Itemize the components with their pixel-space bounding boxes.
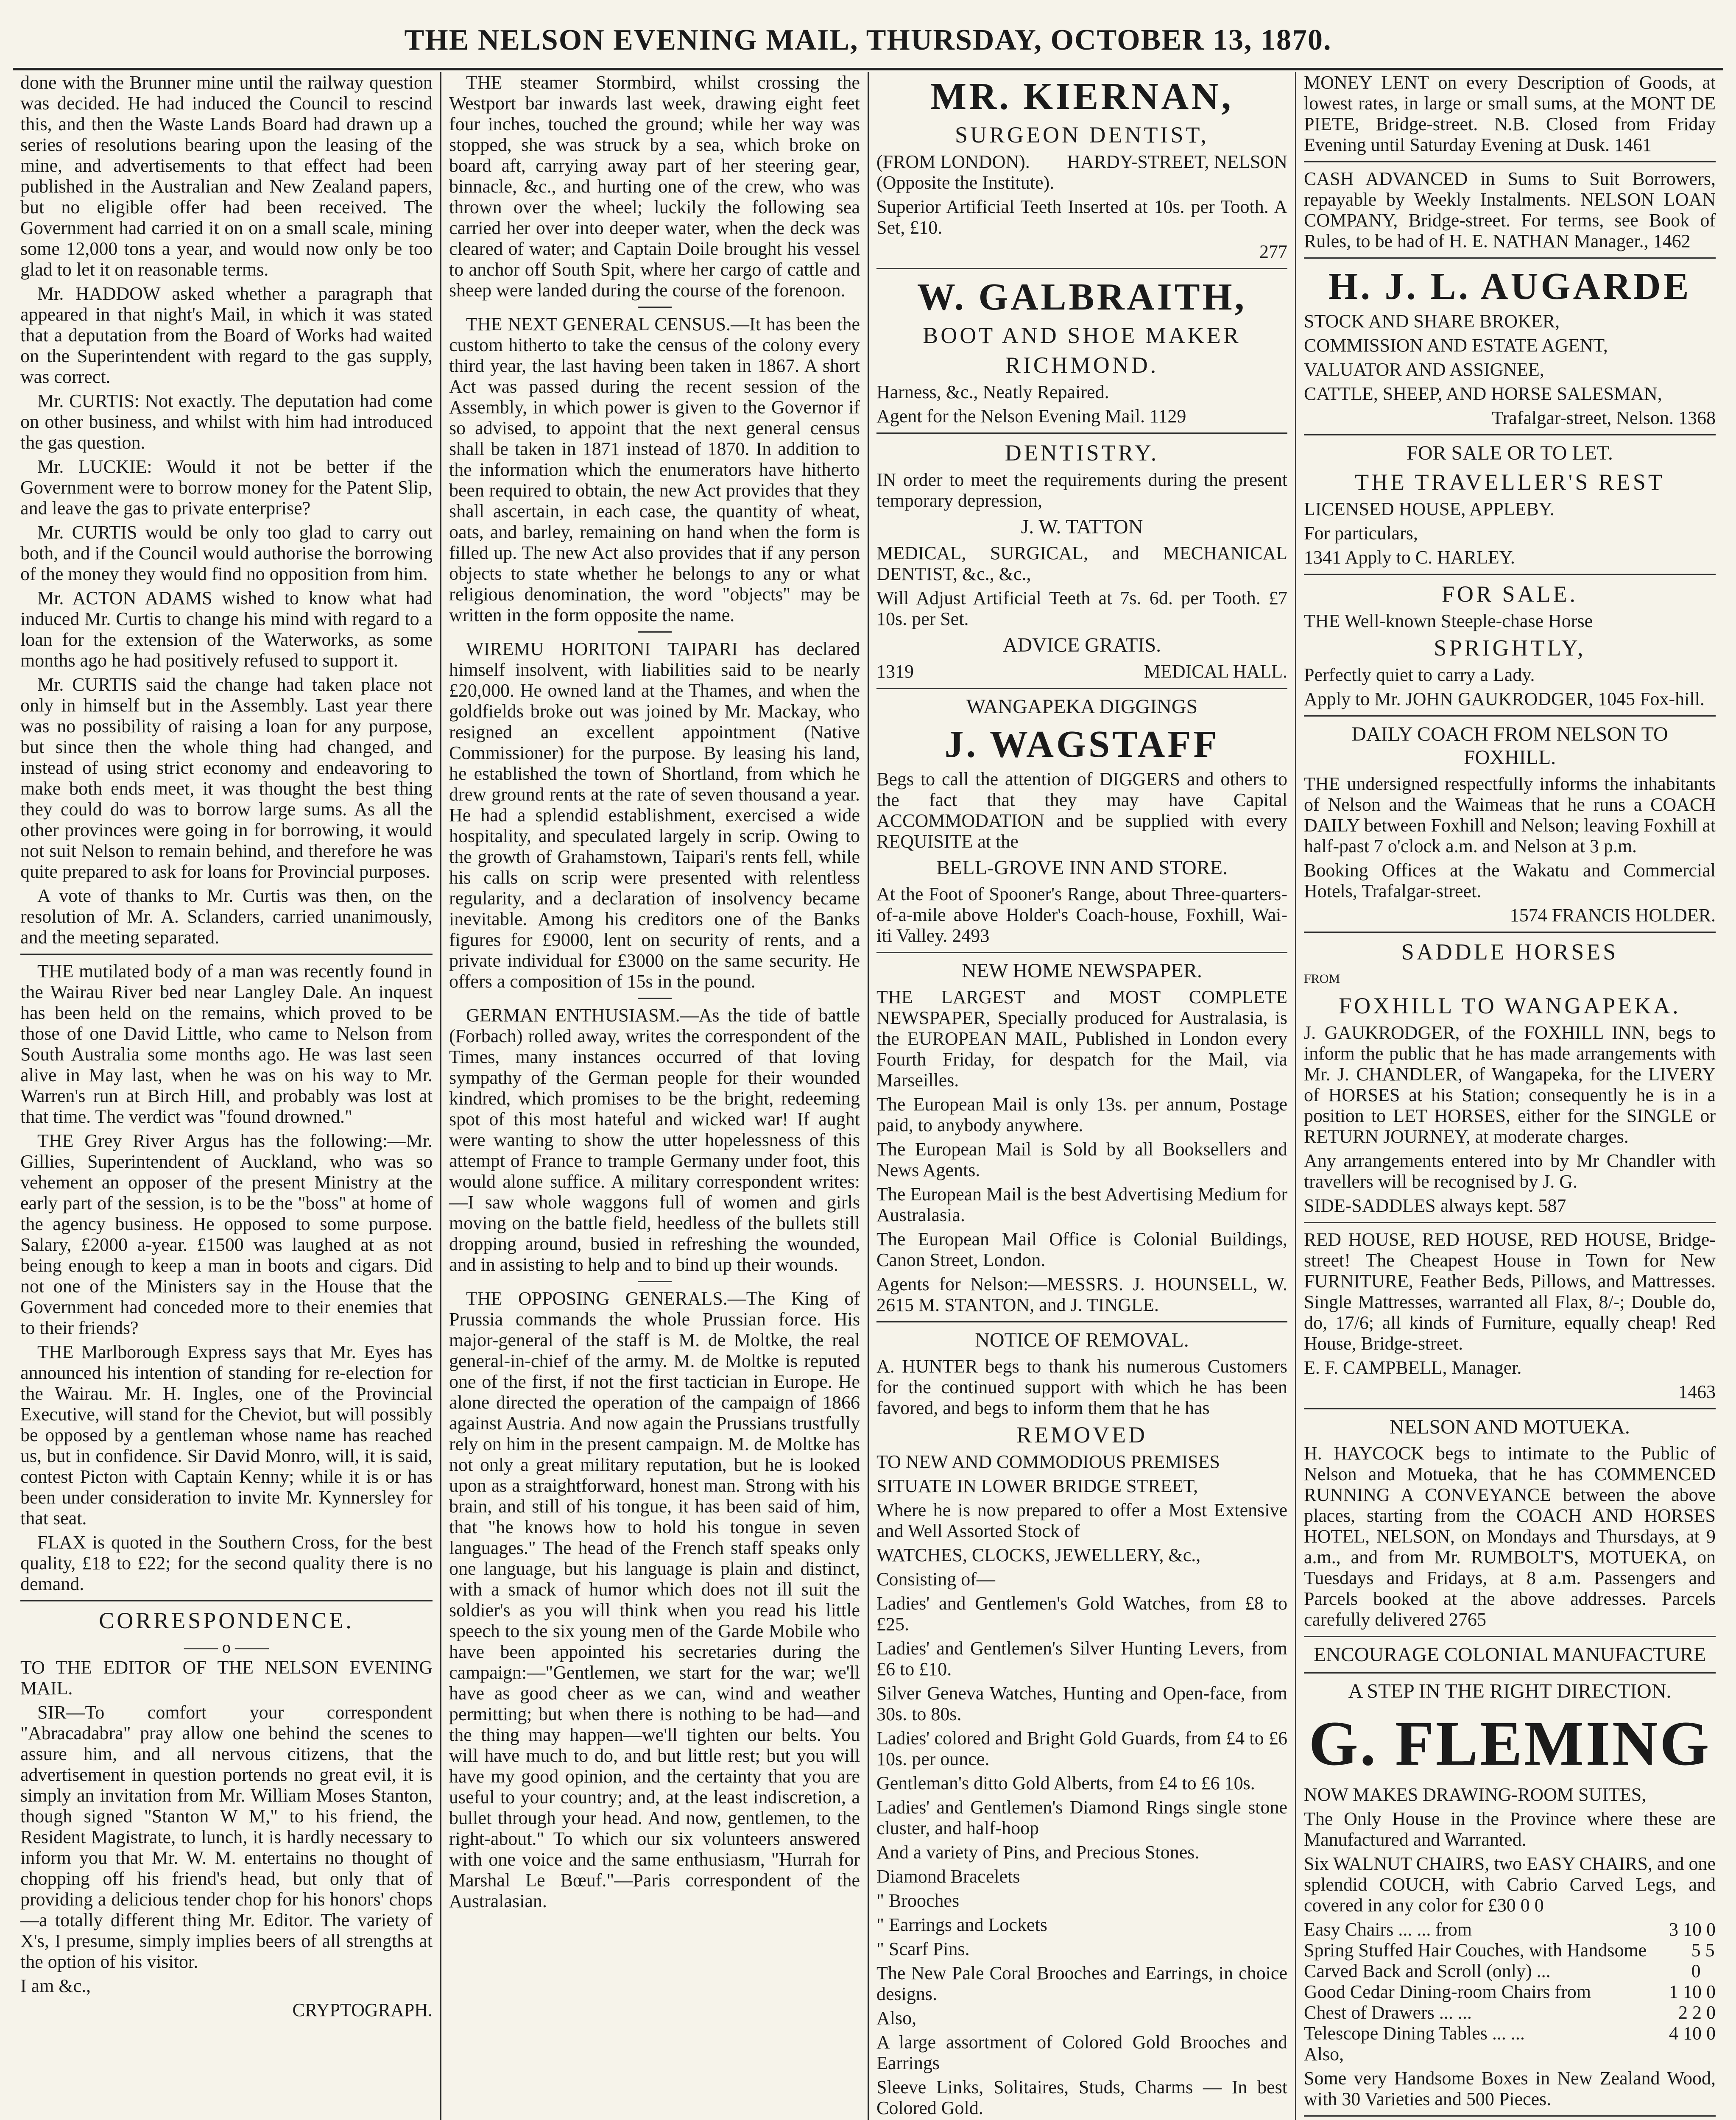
council-paragraph: Mr. ACTON ADAMS wished to know what had induced Mr. Curtis to change his mind with regard to a loan for the extension of the Waterworks, as some months ago he had positively refused to support it.: [20, 588, 433, 671]
price-item: Spring Stuffed Hair Couches, with Handsome Carved Back and Scroll (only) ...: [1304, 1940, 1647, 1981]
hunter-premises: TO NEW AND COMMODIOUS PREMISES: [876, 1451, 1220, 1472]
hunter-item: Ladies' and Gentlemen's Gold Watches, from £8 to £25.: [876, 1593, 1287, 1635]
news-paragraph: THE steamer Stormbird, whilst crossing the Westport bar inwards last week, drawing eight feet four inches, touched the ground; while her way was stopped, she was struck by a sea, which broke on board aft, carrying away part of her steering gear, binnacle, &c., and hurting one of the crew, who was thrown over the wheel; luckily the following sea carried her over into deeper water, when the deck was cleared of water; and Captain Doile brought his vessel to anchor off South Spit, where her cargo of cattle and sheep were landed during the course of the forenoon.: [449, 72, 860, 301]
news-paragraph: WIREMU HORITONI TAIPARI has declared himself insolvent, with liabilities said to be nearly £20,000. He owned land at the Thames, and when the goldfields broke out was joined by Mr. Mackay, who resigned an excellent appointment (Native Commissioner) for the purpose. By leasing his land, he established the town of Shortland, from which he drew ground rents at the rate of seven thousand a year. He had a splendid establishment, exercised a wide hospitality, and speculated largely in scrip. Owing to the growth of Grahamstown, Taipari's rents fell, while his calls on scrip were presented with relentless regularity, and a declaration of insolvency became inevitable. Among his creditors one of the Banks figures for £9000, lent on security of rents, and a private individual for £3000 on the same security. He offers a composition of 15s in the pound.: [449, 639, 860, 992]
divider: [876, 432, 1287, 434]
rest-apply: 1341 Apply to C. HARLEY.: [1304, 547, 1515, 568]
letter-to: TO THE EDITOR OF THE NELSON EVENING MAIL.: [20, 1657, 433, 1699]
wagstaff-inn: BELL-GROVE INN AND STORE.: [936, 856, 1228, 879]
divider: [1304, 1672, 1716, 1674]
divider: [1304, 161, 1716, 162]
removal-title: NOTICE OF REMOVAL.: [975, 1329, 1189, 1351]
saddle-note: Any arrangements entered into by Mr Chandler with travellers will be recognised by J. G.: [1304, 1150, 1716, 1192]
hunter-item: Ladies' and Gentlemen's Diamond Rings single stone cluster, and half-hoop: [876, 1797, 1287, 1838]
divider: [1304, 715, 1716, 717]
kiernan-from-row: [876, 151, 1287, 172]
newspaper-body: The European Mail is the best Advertising Medium for Australasia.: [876, 1184, 1287, 1225]
council-paragraph: Mr. LUCKIE: Would it not be better if the Government were to borrow money for the Patent Slip, and leave the gas to private enterprise?: [20, 456, 433, 519]
council-paragraph: Mr. CURTIS said the change had taken place not only in himself but in the Assembly. Last year there was no possibility of raising a loan for any purpose, but since then the whole thing had changed, and instead of using strict economy and endeavoring to make both ends meet, it was thought the best thing they could do was to borrow large sums. As all the other provinces were going in for borrowing, it would not suit Nelson to remain behind, and therefore he was quite prepared to ask for loans for Provincial purposes.: [20, 674, 433, 882]
fleming-only: The Only House in the Province where these are Manufactured and Warranted.: [1304, 1808, 1716, 1850]
encourage-title: ENCOURAGE COLONIAL MANUFACTURE: [1313, 1643, 1706, 1666]
saddle-title: SADDLE HORSES: [1401, 939, 1619, 965]
masthead: THE NELSON EVENING MAIL, THURSDAY, OCTOBER 13, 1870.: [13, 17, 1723, 70]
hunter-removed: REMOVED: [1016, 1422, 1147, 1448]
wagstaff-address: At the Foot of Spooner's Range, about Three-quarters-of-a-mile above Holder's Coach-house, Foxhill, Wai-iti Valley. 2493: [876, 884, 1287, 946]
sale-quiet: Perfectly quiet to carry a Lady.: [1304, 664, 1535, 685]
wangapeka-title: WANGAPEKA DIGGINGS: [966, 695, 1198, 718]
letter-body: SIR—To comfort your correspondent "Abracadabra" pray allow one behind the scenes to assure him, and all nervous citizens, that the advertisement in question portends no great evil, it is simply an invitation from Mr. William Moses Stanton, though signed "Stanton W M," to his friend, the Resident Magistrate, to lunch, it is hardly necessary to inform you that Mr. W. M. entertains no thought of chopping off his friend's head, but only that of providing a delicious tender chop for his honors' chops—a totally different thing Mr. Editor. The variety of X's, I presume, simply implies beers of all strengths at the option of his visitor.: [20, 1702, 433, 1972]
divider: [1304, 574, 1716, 575]
columns: [13, 72, 1723, 2120]
dentistry-number: 1319: [876, 661, 914, 682]
column-1: [13, 72, 440, 2120]
newspaper-body: The European Mail Office is Colonial Buildings, Canon Street, London.: [876, 1229, 1287, 1270]
hunter-stock: Where he is now prepared to offer a Most Extensive and Well Assorted Stock of: [876, 1500, 1287, 1541]
price-row: [1304, 1981, 1716, 2002]
fleming-sub: NOW MAKES DRAWING-ROOM SUITES,: [1304, 1784, 1647, 1805]
rest-particulars: For particulars,: [1304, 523, 1418, 544]
hunter-intro: A. HUNTER begs to thank his numerous Customers for the continued support with which he has been favored, and begs to inform them that he has: [876, 1356, 1287, 1418]
newspaper-body: The European Mail is Sold by all Booksellers and News Agents.: [876, 1139, 1287, 1180]
red-house-number: 1463: [1678, 1381, 1716, 1402]
column-4: [1295, 72, 1723, 2120]
hunter-item: Gentleman's ditto Gold Alberts, from £4 to £6 10s.: [876, 1773, 1255, 1794]
price-value: 4 10 0: [1669, 2023, 1716, 2044]
hunter-item: Ladies' and Gentlemen's Silver Hunting Levers, from £6 to £10.: [876, 1638, 1287, 1679]
divider: [1304, 932, 1716, 933]
coach-booking: Booking Offices at the Wakatu and Commercial Hotels, Trafalgar-street.: [1304, 860, 1716, 901]
dentistry-advice: ADVICE GRATIS.: [1002, 634, 1161, 656]
hunter-also: Also,: [876, 2008, 917, 2028]
dentistry-footer: [876, 661, 1287, 682]
kiernan-number: 277: [1259, 241, 1287, 262]
letter-close: I am &c.,: [20, 1975, 91, 1996]
augarde-line: COMMISSION AND ESTATE AGENT,: [1304, 335, 1608, 356]
price-row: [1304, 1919, 1716, 1940]
galbraith-line: Agent for the Nelson Evening Mail. 1129: [876, 406, 1186, 427]
dentistry-name: J. W. TATTON: [1021, 516, 1143, 538]
saddle-body: J. GAUKRODGER, of the FOXHILL INN, begs to inform the public that he has made arrangements with Mr. J. CHANDLER, of Wangapeka, for the LIVERY of HORSES at his Station; consequently he is in a position to LET HORSES, either for the SINGLE or RETURN JOURNEY, at moderate charges.: [1304, 1022, 1716, 1147]
price-item: Telescope Dining Tables ... ...: [1304, 2023, 1525, 2044]
divider: [1304, 434, 1716, 435]
price-row: [1304, 2002, 1716, 2023]
price-value: 2 2 0: [1678, 2002, 1716, 2023]
saddle-from: FROM: [1304, 972, 1340, 986]
coach-title: DAILY COACH FROM NELSON TO FOXHILL.: [1351, 723, 1668, 769]
news-paragraph: THE Marlborough Express says that Mr. Eyes has announced his intention of standing for re-election for the Wairau. Mr. H. Ingles, one of the Provincial Executive, will stand for the Cheviot, but will possibly be opposed by a gentleman whose name has reached us, but in confidence. Sir David Monro, will, it is said, contest Picton with Captain Kenny; while it is or has been under consideration to invite Mr. Kynnersley for that seat.: [20, 1342, 433, 1529]
dentistry-place: MEDICAL HALL.: [1144, 661, 1287, 682]
council-paragraph: Mr. CURTIS would be only too glad to carry out both, and if the Council would authorise the borrowing of the money they would find no opposition from him.: [20, 522, 433, 584]
sale-let-title: FOR SALE OR TO LET.: [1407, 442, 1613, 464]
wagstaff-name: J. WAGSTAFF: [944, 723, 1220, 765]
newspaper-title: NEW HOME NEWSPAPER.: [962, 960, 1202, 982]
divider: [1304, 257, 1716, 259]
galbraith-town: RICHMOND.: [1005, 352, 1159, 378]
divider: [1304, 2115, 1716, 2117]
rest-name: THE TRAVELLER'S REST: [1355, 469, 1665, 495]
column-2: [440, 72, 868, 2120]
galbraith-line: Harness, &c., Neatly Repaired.: [876, 382, 1109, 402]
step-title: A STEP IN THE RIGHT DIRECTION.: [1348, 1680, 1672, 1702]
council-paragraph: Mr. HADDOW asked whether a paragraph that appeared in that night's Mail, in which it was stated that a deputation from the Board of Works had waited on the Superintendent with regard to the gas supply, was correct.: [20, 283, 433, 387]
newspaper-body: THE LARGEST and MOST COMPLETE NEWSPAPER, Specially produced for Australasia, is the EUROPEAN MAIL, Published in London every Fourth Friday, for despatch for the Mail, via Marseilles.: [876, 987, 1287, 1091]
augarde-line: VALUATOR AND ASSIGNEE,: [1304, 359, 1544, 380]
sale-horse: SPRIGHTLY,: [1434, 635, 1586, 661]
motueka-body: H. HAYCOCK begs to intimate to the Public of Nelson and Motueka, that he has COMMENCED RUNNING A CONVEYANCE between the above places, starting from the COACH AND HORSES HOTEL, NELSON, on Mondays and Thursdays, at 9 a.m., and from Mr. RUMBOLT'S, MOTUEKA, on Tuesdays and Fridays, at 8 a.m. Passengers and Parcels booked at the above addresses. Parcels carefully delivered 2765: [1304, 1443, 1716, 1630]
coach-body: THE undersigned respectfully informs the inhabitants of Nelson and the Waimeas that he runs a COACH DAILY between Foxhill and Nelson; leaving Foxhill at half-past 7 o'clock a.m. and Nelson at 3 p.m.: [1304, 773, 1716, 856]
divider: [876, 268, 1287, 269]
price-item: Chest of Drawers ... ...: [1304, 2002, 1472, 2023]
sale-body: THE Well-known Steeple-chase Horse: [1304, 611, 1593, 631]
saddle-side: SIDE-SADDLES always kept. 587: [1304, 1195, 1566, 1216]
hunter-situate: SITUATE IN LOWER BRIDGE STREET,: [876, 1476, 1198, 1496]
council-paragraph: Mr. CURTIS: Not exactly. The deputation had come on other business, and whilst with him had introduced the gas question.: [20, 391, 433, 453]
divider: [638, 1281, 672, 1282]
hunter-item: The New Pale Coral Brooches and Earrings, in choice designs.: [876, 1963, 1287, 2004]
motueka-title: NELSON AND MOTUEKA.: [1390, 1416, 1630, 1438]
council-paragraph: A vote of thanks to Mr. Curtis was then, on the resolution of Mr. A. Sclanders, carried unanimously, and the meeting separated.: [20, 885, 433, 948]
price-row: [1304, 1940, 1716, 1981]
kiernan-body: Superior Artificial Teeth Inserted at 10s. per Tooth. A Set, £10.: [876, 196, 1287, 238]
divider: [638, 998, 672, 999]
price-value: 1 10 0: [1669, 1981, 1716, 2002]
cash-ad: CASH ADVANCED in Sums to Suit Borrowers, repayable by Weekly Instalments. NELSON LOAN COMPANY, Bridge-street. For terms, see Book of Rules, to be had of H. E. NATHAN Manager., 1462: [1304, 168, 1716, 251]
news-paragraph: THE OPPOSING GENERALS.—The King of Prussia commands the whole Prussian force. His major-general of the staff is M. de Moltke, the real general-in-chief of the army. M. de Moltke is reputed one of the first, if not the first tactician in Europe. He alone directed the operation of the campaign of 1866 against Austria. And now again the Prussians trustfully rely on him in the present campaign. M. de Moltke has not only a great military reputation, but he is looked upon as a straightforward, honest man. Strong with his brain, and still of his tongue, it has been said of him, that "he knows how to hold his tongue in seven languages." The head of the French staff speaks only one language, but his language is plain and distinct, with a smack of humor which does not ill suit the soldier's as you will think when you read his little speech to the six young men of the Garde Mobile who have been appointed his secretaries during the campaign:—"Gentlemen, we start for the war; we'll have as good cheer as we can, wind and weather permitting; but when there is nothing to be had—and the thing may happen—we'll tighten our belts. You will have much to do, and but little rest; but you will have my good opinion, and the certainty that you are useful to your country; and, at the least indiscretion, a bullet through your head. And now, gentlemen, to the right-about." To which our six volunteers answered with one voice and the same enthusiasm, "Hurrah for Marshal Le Bœuf."—Paris correspondent of the Australasian.: [449, 1288, 860, 1911]
galbraith-trade: BOOT AND SHOE MAKER: [923, 323, 1241, 348]
rest-sub: LICENSED HOUSE, APPLEBY.: [1304, 499, 1555, 519]
hunter-consisting: Consisting of—: [876, 1569, 995, 1590]
dentistry-dentist: MEDICAL, SURGICAL, and MECHANICAL DENTIST, &c., &c.,: [876, 543, 1287, 584]
dentistry-title: DENTISTRY.: [1005, 440, 1159, 466]
price-item: Good Cedar Dining-room Chairs from: [1304, 1981, 1591, 2002]
letter-signature: CRYPTOGRAPH.: [292, 2000, 433, 2020]
divider: [876, 952, 1287, 953]
kiernan-title: SURGEON DENTIST,: [955, 122, 1209, 148]
sale-apply: Apply to Mr. JOHN GAUKRODGER, 1045 Fox-hill.: [1304, 689, 1705, 709]
column-3: [868, 72, 1295, 2120]
hunter-item: " Scarf Pins.: [876, 1939, 970, 1959]
divider: [876, 1321, 1287, 1322]
correspondence-title: CORRESPONDENCE.: [99, 1608, 354, 1633]
kiernan-from: (FROM LONDON).: [876, 151, 1030, 172]
galbraith-name: W. GALBRAITH,: [917, 276, 1247, 318]
hunter-item: " Earrings and Lockets: [876, 1914, 1047, 1935]
fleming-intro: Six WALNUT CHAIRS, two EASY CHAIRS, and one splendid COUCH, with Cabrio Carved Legs, and covered in any color for £30 0 0: [1304, 1853, 1716, 1916]
newspaper-body: The European Mail is only 13s. per annum, Postage paid, to anybody anywhere.: [876, 1094, 1287, 1135]
divider: [20, 1600, 433, 1601]
kiernan-name: MR. KIERNAN,: [930, 75, 1234, 117]
divider: [876, 688, 1287, 689]
divider: [1304, 1222, 1716, 1223]
red-house-body: RED HOUSE, RED HOUSE, RED HOUSE, Bridge-street! The Cheapest House in Town for New FURNITURE, Feather Beds, Pillows, and Mattresses. Single Mattresses, warranted all Flax, 8/-; Double do, do, 17/6; all kinds of Furniture, equally cheap! Red House, Bridge-street.: [1304, 1229, 1716, 1354]
hunter-item: Ladies' colored and Bright Gold Guards, from £4 to £6 10s. per ounce.: [876, 1728, 1287, 1769]
news-paragraph: THE mutilated body of a man was recently found in the Wairau River bed near Langley Dale. An inquest has been held on the remains, which proved to be those of one David Little, who came to Nelson from South Australia some months ago. He was last seen alive in May last, when he was on his way to Mr. Warren's run at Birch Hill, and probably was lost at that time. The verdict was "found drowned.": [20, 961, 433, 1127]
newspaper-body: Agents for Nelson:—MESSRS. J. HOUNSELL, W. 2615 M. STANTON, and J. TINGLE.: [876, 1274, 1287, 1315]
council-paragraph: done with the Brunner mine until the railway question was decided. He had induced the Council to rescind this, and then the Waste Lands Board had drawn up a series of resolutions bearing upon the leasing of the mine, and advertisements to that effect had been published in the Australian and New Zealand papers, but no eligible offer had been received. The Government had carried it on on a small scale, mining some 12,000 tons a year, and would now only be too glad to let it on reasonable terms.: [20, 72, 433, 280]
news-paragraph: THE NEXT GENERAL CENSUS.—It has been the custom hitherto to take the census of the colony every third year, the last having been taken in 1867. A short Act was passed during the recent session of the Assembly, in which power is given to the Governor if so advised, to appoint that the next general census shall be taken in 1871 instead of 1870. In addition to the information which the enumerators have hitherto been required to obtain, the new Act provides that they shall ascertain, in each case, the quantity of wheat, oats, and barley, remaining on hand when the form is filled up. The new Act also provides that if any person objects to state whether he belongs to any or what religious denomination, the word "objects" may be written in the form opposite the name.: [449, 314, 860, 625]
divider: [20, 954, 433, 955]
price-value: 3 10 0: [1669, 1919, 1716, 1940]
hunter-item: Diamond Bracelets: [876, 1866, 1020, 1887]
price-item: Easy Chairs ... ... from: [1304, 1919, 1472, 1940]
fleming-boxes: Some very Handsome Boxes in New Zealand Wood, with 30 Varieties and 500 Pieces.: [1304, 2068, 1716, 2109]
divider: [638, 631, 672, 633]
wagstaff-body: Begs to call the attention of DIGGERS and others to the fact that they may have Capital ACCOMMODATION and be supplied with every REQUISITE at the: [876, 769, 1287, 852]
kiernan-opposite: (Opposite the Institute).: [876, 172, 1055, 193]
sale-title: FOR SALE.: [1441, 581, 1578, 607]
dentistry-body: IN order to meet the requirements during the present temporary depression,: [876, 469, 1287, 511]
augarde-line: STOCK AND SHARE BROKER,: [1304, 311, 1560, 332]
divider: [638, 307, 672, 308]
divider: [1304, 1408, 1716, 1409]
fleming-also: Also,: [1304, 2044, 1344, 2064]
money-ad: MONEY LENT on every Description of Goods, at lowest rates, in large or small sums, at the MONT DE PIETE, Bridge-street. N.B. Closed from Friday Evening until Saturday Evening at Dusk. 1461: [1304, 72, 1716, 155]
hunter-group: Sleeve Links, Solitaires, Studs, Charms — In best Colored Gold.: [876, 2077, 1287, 2118]
dentistry-body2: Will Adjust Artificial Teeth at 7s. 6d. per Tooth. £7 10s. per Set.: [876, 588, 1287, 629]
fleming-name: G. FLEMING: [1309, 1708, 1711, 1779]
augarde-line: CATTLE, SHEEP, AND HORSE SALESMAN,: [1304, 383, 1662, 404]
ornament: —— o ——: [184, 1637, 269, 1657]
hunter-item: Silver Geneva Watches, Hunting and Open-face, from 30s. to 80s.: [876, 1683, 1287, 1724]
hunter-item: " Brooches: [876, 1890, 960, 1911]
news-paragraph: GERMAN ENTHUSIASM.—As the tide of battle (Forbach) rolled away, writes the correspondent of the Times, many instances occurred of that loving sympathy of the German people for their wounded kindred, which promises to be the bright, redeeming spot of this most hateful and wicked war! If aught were wanting to show the utter hopelessness of this attempt of France to trample Germany under foot, this would alone suffice. A military correspondent writes:—I saw whole waggons full of women and girls moving on the battle field, heedless of the bullets still dropping around, busied in refreshing the wounded, and in assisting to help and to bind up their wounds.: [449, 1005, 860, 1275]
price-row: [1304, 2023, 1716, 2044]
kiernan-address: HARDY-STREET, NELSON: [1067, 151, 1287, 172]
hunter-item: And a variety of Pins, and Precious Stones.: [876, 1842, 1200, 1863]
price-value: 5 5 0: [1691, 1940, 1715, 1981]
hunter-also-body: A large assortment of Colored Gold Brooches and Earrings: [876, 2032, 1287, 2073]
news-paragraph: FLAX is quoted in the Southern Cross, for the best quality, £18 to £22; for the second quality there is no demand.: [20, 1532, 433, 1594]
news-paragraph: THE Grey River Argus has the following:—Mr. Gillies, Superintendent of Auckland, who was so vehement an opposer of the present Ministry at the early part of the session, is to be the "boss" at home of the agency business. He opposed to some purpose. Salary, £2000 a-year. £1500 was laughed at as not being enough to keep a man in boots and cigars. Did not one of the Ministers say in the House that the Government had conceded more to their enemies that to their friends?: [20, 1130, 433, 1338]
augarde-name: H. J. L. AUGARDE: [1328, 265, 1691, 307]
red-house-signature: E. F. CAMPBELL, Manager.: [1304, 1357, 1522, 1378]
saddle-route: FOXHILL TO WANGAPEKA.: [1339, 993, 1681, 1018]
coach-signature: 1574 FRANCIS HOLDER.: [1510, 905, 1716, 926]
augarde-line: Trafalgar-street, Nelson. 1368: [1492, 407, 1716, 428]
hunter-watches: WATCHES, CLOCKS, JEWELLERY, &c.,: [876, 1545, 1201, 1565]
divider: [1304, 1636, 1716, 1637]
